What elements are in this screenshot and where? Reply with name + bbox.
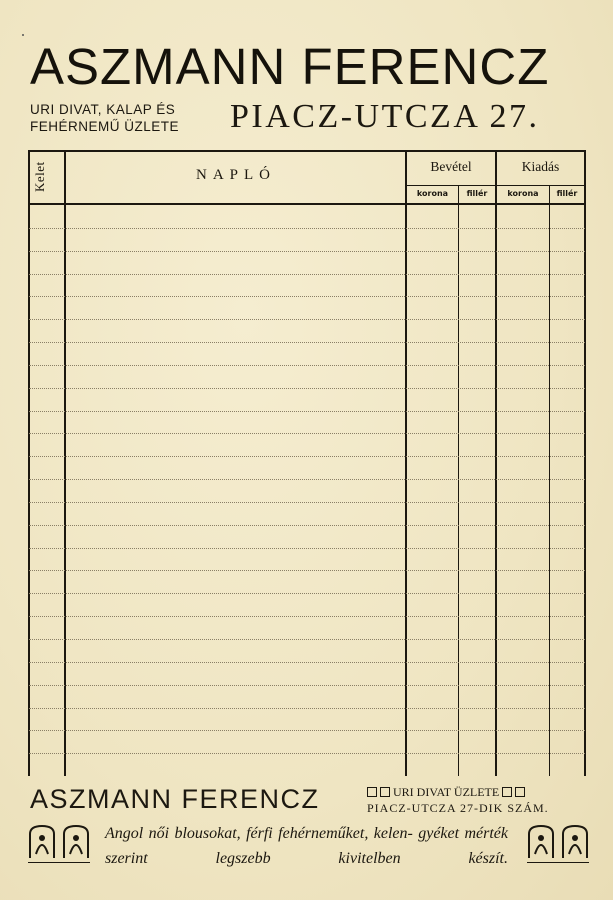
ledger-top-border [28,150,586,152]
ledger-entry-row [66,365,405,388]
ledger-entry-row [66,753,405,776]
expense-crown-header: korona [507,189,539,198]
income-column-divider [405,150,407,776]
footer-shop-info [367,784,589,816]
ledger-entry-row [66,319,405,342]
square-ornament-icon [515,787,525,797]
money-subheader-line [406,185,585,186]
ledger-entry-row [66,388,405,411]
income-crown-header: korona [416,189,449,198]
ledger-entry-row [66,274,405,297]
ledger-entry-row [66,685,405,708]
ledger-entry-row [66,502,405,525]
ledger-entry-row [66,456,405,479]
ornament-underline [527,862,589,863]
ledger-entry-row [66,525,405,548]
tagline-line-2: FEHÉRNEMŰ ÜZLETE [30,119,180,134]
ledger-entry-row [66,205,405,228]
column-date-header: Kelet [32,161,47,193]
footer-description: Angol női blousokat, férfi fehérneműket, kelen- gyéket mérték szerint legszebb kivitelben készít. [105,825,508,867]
footer-company-name: ASZMANN FERENCZ [30,784,320,814]
expense-filler-header: fillér [556,189,578,198]
ledger-entry-row [66,548,405,571]
footer-address: PIACZ-UTCZA 27-DIK SZÁM. [367,801,549,815]
ledger-entry-row [66,479,405,502]
ledger-left-border [28,150,30,776]
ledger-grid [28,150,586,776]
ledger-entry-row [66,342,405,365]
shop-tagline [30,101,179,135]
column-journal-header: NAPLÓ [195,167,276,183]
ledger-entry-row [66,662,405,685]
income-filler-header: fillér [466,189,488,198]
ledger-entry-row [66,639,405,662]
square-ornament-icon [367,787,377,797]
square-ornament-icon [502,787,512,797]
art-nouveau-ornament-icon [527,824,589,860]
ornament-underline [28,862,90,863]
footer-shop-type: URI DIVAT ÜZLETE [393,785,500,799]
column-income-header: Bevétel [430,159,472,174]
column-expense-header: Kiadás [521,159,560,174]
ledger-entry-row [66,411,405,434]
ledger-entry-row [66,433,405,456]
ledger-entry-row [66,228,405,251]
ledger-entry-row [66,616,405,639]
ledger-entry-row [66,730,405,753]
ledger-entry-row [66,570,405,593]
ink-speck [22,34,24,36]
shop-address: PIACZ-UTCZA 27. [230,98,540,135]
art-nouveau-ornament-icon [28,824,90,860]
expense-column-divider [495,150,497,776]
ledger-right-border [584,150,586,776]
ledger-entry-row [66,593,405,616]
ledger-entry-row [66,296,405,319]
tagline-line-1: URI DIVAT, KALAP ÉS [30,102,176,117]
ledger-entry-row [66,708,405,731]
company-title: ASZMANN FERENCZ [30,38,550,95]
ledger-entry-row [66,251,405,274]
square-ornament-icon [380,787,390,797]
